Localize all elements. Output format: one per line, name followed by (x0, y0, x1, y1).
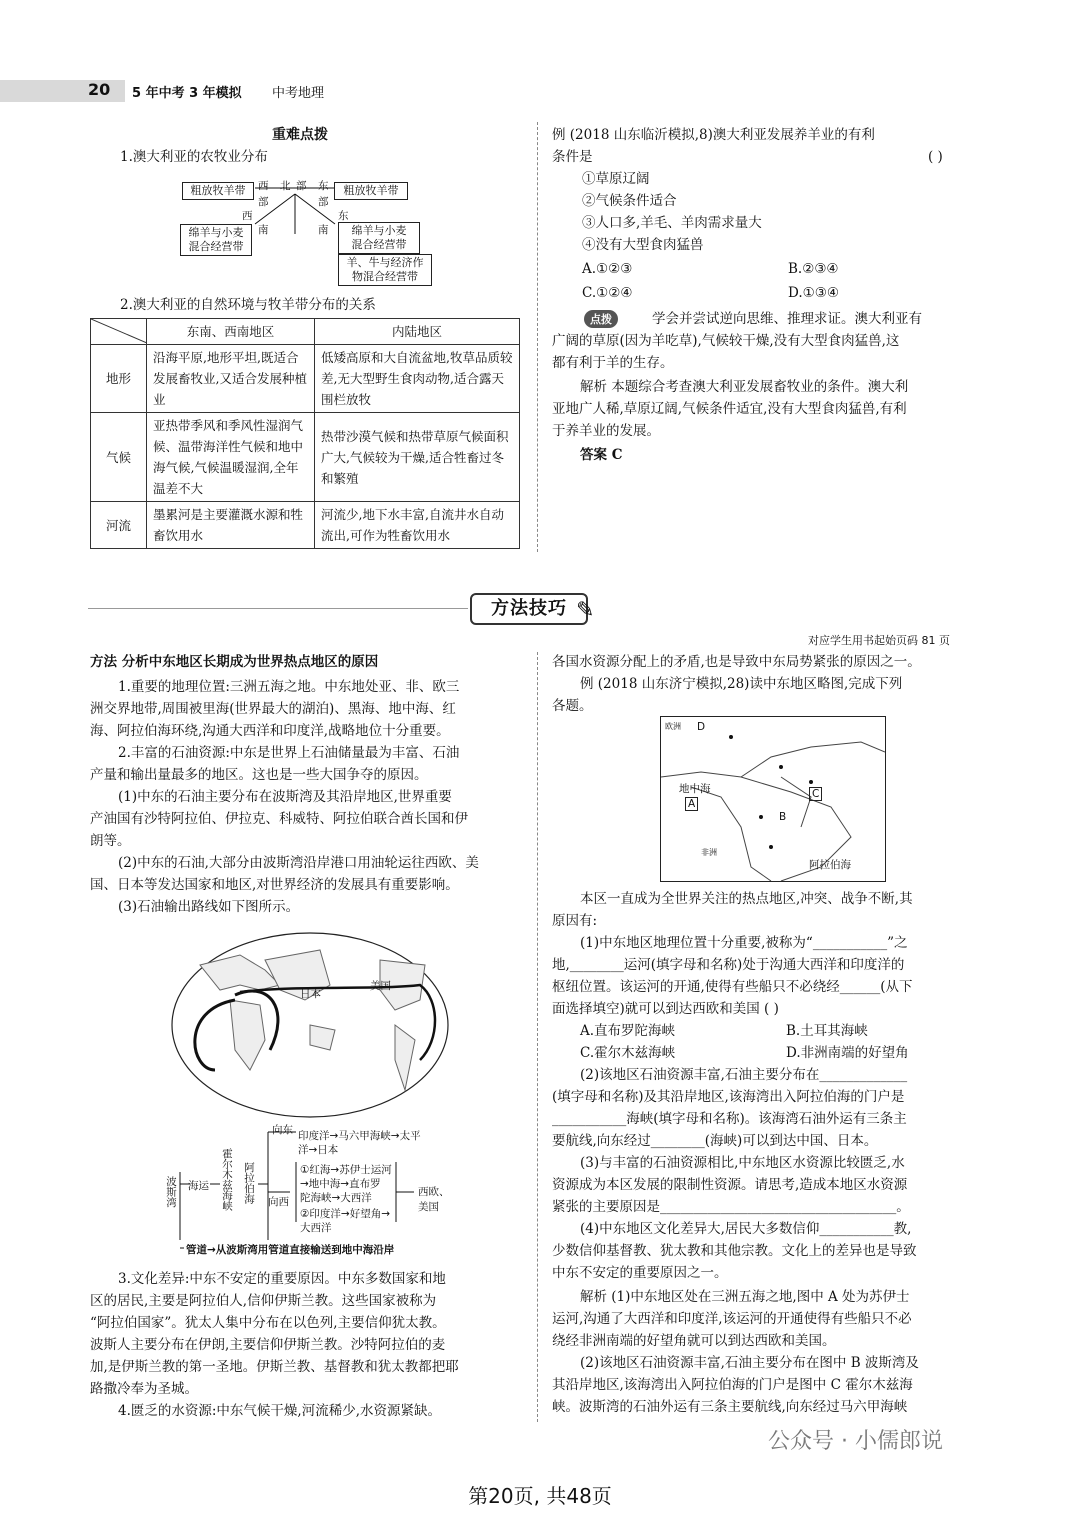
methods-banner: 方法技巧 (470, 593, 588, 625)
question-line: (3)与丰富的石油资源相比,中东地区水资源比较匮乏,水 (580, 1155, 905, 1171)
label-east: 东 (318, 180, 329, 192)
choice: D.非洲南端的好望角 (786, 1045, 909, 1061)
banner-rule-left (88, 608, 468, 609)
paragraph-line: 原因有: (552, 913, 598, 929)
label-bu: 部 (258, 196, 269, 208)
paragraph-line: (2)中东的石油,大部分由波斯湾沿岸港口用油轮运往西欧、美 (118, 855, 479, 871)
flow-w2b: 大西洋 (300, 1222, 332, 1234)
question-line: (2)该地区石油资源丰富,石油主要分布在_____________ (580, 1067, 908, 1083)
tip-text: 都有利于羊的生存。 (552, 355, 674, 371)
flow-west: 向西 (268, 1196, 289, 1208)
pen-icon: ✎ (576, 598, 595, 623)
label-med: 地中海 (679, 783, 711, 795)
question-line: 要航线,向东经过________(海峡)可以到达中国、日本。 (552, 1133, 878, 1149)
choice: A.直布罗陀海峡 (580, 1023, 676, 1039)
right-body (552, 888, 992, 1418)
analysis-line: (2)该地区石油资源丰富,石油主要分布在图中 B 波斯湾及 (580, 1355, 919, 1371)
method-title: 方法 分析中东地区长期成为世界热点地区的原因 (90, 654, 379, 670)
paragraph-line: 例 (2018 山东济宁模拟,28)读中东地区略图,完成下列 (580, 676, 903, 692)
paragraph-line: 4.匮乏的水资源:中东气候干燥,河流稀少,水资源紧缺。 (118, 1403, 442, 1419)
flow-w1: ①红海→苏伊士运河 (300, 1164, 392, 1176)
question-line: ___________海峡(填字母和名称)。该海湾石油外运有三条主 (552, 1111, 907, 1127)
question-line: (填字母和名称)及其沿岸地区,该海湾出入阿拉伯海的门户是 (552, 1089, 905, 1105)
paragraph-line: 区的居民,主要是阿拉伯人,信仰伊斯兰教。这些国家被称为 (90, 1293, 437, 1309)
label-south: 南 (318, 224, 329, 236)
flow-w1c: 陀海峡→大西洋 (300, 1192, 372, 1204)
paragraph-line: 2.丰富的石油资源:中东是世界上石油储量最为丰富、石油 (118, 745, 460, 761)
box-sw-belt: 绵羊与小麦 混合经营带 (180, 224, 252, 256)
choice: B.土耳其海峡 (786, 1023, 868, 1039)
row-label: 地形 (91, 345, 147, 413)
analysis-line: 绕经非洲南端的好望角就可以到达西欧和美国。 (552, 1333, 836, 1349)
paragraph-line: 各题。 (552, 698, 593, 714)
label-arab-sea: 阿拉伯海 (809, 859, 851, 871)
label-bu: 部 (296, 180, 307, 192)
paragraph-line: 海、阿拉伯海环绕,沟通大西洋和印度洋,战略地位十分重要。 (90, 723, 450, 739)
label-europe: 欧洲 (665, 722, 681, 731)
subsection-title: 1.澳大利亚的农牧业分布 (120, 149, 268, 165)
paragraph-line: 洲交界地带,周围被里海(世界最大的湖泊)、黑海、地中海、红 (90, 701, 456, 717)
box-se-belt-1: 绵羊与小麦 混合经营带 (338, 222, 420, 254)
table-header: 东南、西南地区 (147, 319, 315, 345)
label-north: 北 (280, 180, 291, 192)
example-question: 例 (2018 山东临沂模拟,8)澳大利亚发展养羊业的有利 (552, 127, 875, 143)
paragraph-line: 产量和输出量最多的地区。这也是一些大国争夺的原因。 (90, 767, 428, 783)
choice: D.①③④ (788, 285, 839, 301)
analysis-line: 解析 (1)中东地区处在三洲五海之地,图中 A 处为苏伊士 (580, 1289, 910, 1305)
label-africa: 非洲 (701, 848, 717, 857)
analysis-line: 其沿岸地区,该海湾出入阿拉伯海的门户是图中 C 霍尔木兹海 (552, 1377, 913, 1393)
label-bu: 部 (318, 196, 329, 208)
column-divider (537, 652, 538, 1422)
oil-export-flow (160, 1122, 460, 1262)
environment-table (90, 318, 520, 549)
table-cell: 墨累河是主要灌溉水源和牲畜饮用水 (147, 502, 315, 549)
flow-dest: 西欧、 美国 (418, 1186, 450, 1213)
table-cell: 河流少,地下水丰富,自流井水自动流出,可作为牲畜饮用水 (315, 502, 520, 549)
watermark: 公众号 · 小儒郎说 (768, 1429, 943, 1454)
column-divider (537, 122, 538, 552)
paragraph-line: 朗等。 (90, 833, 131, 849)
analysis-text: 于养羊业的发展。 (552, 423, 660, 439)
question-line: (4)中东地区文化差异大,居民大多数信仰___________教, (580, 1221, 912, 1237)
paragraph-line: 产油国有沙特阿拉伯、伊拉克、科威特、阿拉伯联合酋长国和伊 (90, 811, 468, 827)
method-body (90, 676, 530, 918)
subsection-title: 2.澳大利亚的自然环境与牧羊带分布的关系 (120, 297, 376, 313)
map-label-usa: 美国 (370, 980, 391, 992)
page-number: 20 (88, 80, 111, 99)
flow-strait: 霍尔木兹海峡 (221, 1148, 233, 1211)
paragraph-line: (3)石油输出路线如下图所示。 (118, 899, 300, 915)
box-se-belt-2: 羊、牛与经济作 物混合经营带 (338, 254, 432, 286)
method-body-2 (90, 1268, 530, 1422)
page-footer: 第20页, 共48页 (468, 1484, 612, 1508)
flow-east-route: 印度洋→马六甲海峡→太平 (298, 1130, 421, 1142)
question-line: 枢纽位置。该运河的开通,使得有些船只不必绕经______(从下 (552, 979, 913, 995)
label-west: 西 (242, 210, 253, 222)
option: ③人口多,羊毛、羊肉需求量大 (582, 215, 762, 231)
question-line: 面选择填空)就可以到达西欧和美国 ( ) (552, 1001, 779, 1017)
label-b: B (779, 811, 787, 823)
analysis-line: 峡。波斯湾的石油外运有三条主要航线,向东经过马六甲海峡 (552, 1399, 908, 1415)
agri-diagram (178, 172, 438, 292)
row-label: 气候 (91, 413, 147, 502)
label-a: A (685, 797, 698, 811)
analysis-text: 亚地广人稀,草原辽阔,气候条件适宜,没有大型食肉猛兽,有利 (552, 401, 907, 417)
page-ref: 对应学生用书起始页码 81 页 (808, 634, 950, 647)
choice: C.霍尔木兹海峡 (580, 1045, 676, 1061)
paragraph-line: 3.文化差异:中东不安定的重要原因。中东多数国家和地 (118, 1271, 446, 1287)
flow-sea: 海运 (188, 1180, 209, 1192)
table-header: 内陆地区 (315, 319, 520, 345)
flow-source: 波斯湾 (165, 1176, 177, 1208)
question-line: (1)中东地区地理位置十分重要,被称为“___________”之 (580, 935, 908, 951)
question-line: 少数信仰基督教、犹太教和其他宗教。文化上的差异也是导致 (552, 1243, 917, 1259)
table-row (91, 413, 520, 502)
middle-east-map (660, 716, 886, 882)
table-cell: 低矮高原和大自流盆地,牧草品质较差,无大型野生食肉动物,适合露天围栏放牧 (315, 345, 520, 413)
label-west: 西 (258, 180, 269, 192)
paragraph-line: 各国水资源分配上的矛盾,也是导致中东局势紧张的原因之一。 (552, 654, 921, 670)
analysis-line: 运河,沟通了大西洋和印度洋,该运河的开通使得有些船只不必 (552, 1311, 912, 1327)
paragraph-line: 加,是伊斯兰教的第一圣地。伊斯兰教、基督教和犹太教都把耶 (90, 1359, 459, 1375)
table-cell: 热带沙漠气候和热带草原气候面积广大,气候较为干燥,适合牲畜过冬和繁殖 (315, 413, 520, 502)
question-line: 资源成为本区发展的限制性资源。请思考,造成本地区水资源 (552, 1177, 908, 1193)
table-cell: 亚热带季风和季风性湿润气候、温带海洋性气候和地中海气候,气候温暖湿润,全年温差不大 (147, 413, 315, 502)
paragraph-line: 国、日本等发达国家和地区,对世界经济的发展具有重要影响。 (90, 877, 459, 893)
label-c: C (809, 787, 822, 801)
flow-east-route2: 洋→日本 (298, 1144, 339, 1156)
label-east: 东 (338, 210, 349, 222)
row-label: 河流 (91, 502, 147, 549)
flow-w1b: →地中海→直布罗 (300, 1178, 381, 1190)
option: ④没有大型食肉猛兽 (582, 237, 704, 253)
option: ②气候条件适合 (582, 193, 677, 209)
flow-pipe: 管道→从波斯湾用管道直接输送到地中海沿岸 (186, 1244, 395, 1256)
option: ①草原辽阔 (582, 171, 650, 187)
paragraph-line: 本区一直成为全世界关注的热点地区,冲突、战争不断,其 (580, 891, 913, 907)
tip-badge: 点拨 (584, 310, 618, 328)
paragraph-line: 波斯人主要分布在伊朗,主要信仰伊斯兰教。沙特阿拉伯的麦 (90, 1337, 446, 1353)
paragraph-line: “阿拉伯国家”。犹太人集中分布在以色列,主要信仰犹太教。 (90, 1315, 446, 1331)
question-line: 紧张的主要原因是___________________________________。 (552, 1199, 910, 1215)
analysis-text: 解析 本题综合考查澳大利亚发展畜牧业的条件。澳大利 (580, 379, 909, 395)
question-line: 地,________运河(填字母和名称)处于沟通大西洋和印度洋的 (552, 957, 905, 973)
label-d: D (697, 721, 706, 733)
box-east-belt: 粗放牧羊带 (334, 182, 408, 200)
flow-w2: ②印度洋→好望角→ (300, 1208, 391, 1220)
right-body-top (552, 651, 992, 717)
choice-row (552, 1020, 992, 1042)
box-west-belt: 粗放牧羊带 (182, 182, 254, 200)
flow-east: 向东 (272, 1124, 293, 1136)
choice-row (552, 1042, 992, 1064)
question-line: 中东不安定的重要原因之一。 (552, 1265, 728, 1281)
table-row (91, 345, 520, 413)
section-title: 重难点拨 (272, 127, 328, 143)
example-question: 条件是 (552, 149, 593, 165)
choice: A.①②③ (582, 261, 633, 277)
book-title: 5 年中考 3 年模拟 (132, 86, 242, 101)
paragraph-line: (1)中东的石油主要分布在波斯湾及其沿岸地区,世界重要 (118, 789, 452, 805)
world-oil-route-map (170, 930, 450, 1120)
answer: 答案 C (580, 447, 623, 463)
flow-arab: 阿拉伯海 (243, 1162, 255, 1204)
table-row (91, 502, 520, 549)
choice: B.②③④ (788, 261, 839, 277)
table-corner (91, 319, 147, 345)
tip-text: 学会并尝试逆向思维、推理求证。澳大利亚有 (652, 311, 922, 327)
label-south: 南 (258, 224, 269, 236)
table-cell: 沿海平原,地形平坦,既适合发展畜牧业,又适合发展种植业 (147, 345, 315, 413)
paragraph-line: 路撒冷奉为圣城。 (90, 1381, 198, 1397)
map-label-japan: 日本 (300, 988, 321, 1000)
answer-paren: ( ) (928, 149, 943, 165)
tip-text: 广阔的草原(因为羊吃草),气候较干燥,没有大型食肉猛兽,这 (552, 333, 900, 349)
subject: 中考地理 (272, 86, 325, 101)
choice: C.①②④ (582, 285, 633, 301)
paragraph-line: 1.重要的地理位置:三洲五海之地。中东地处亚、非、欧三 (118, 679, 460, 695)
